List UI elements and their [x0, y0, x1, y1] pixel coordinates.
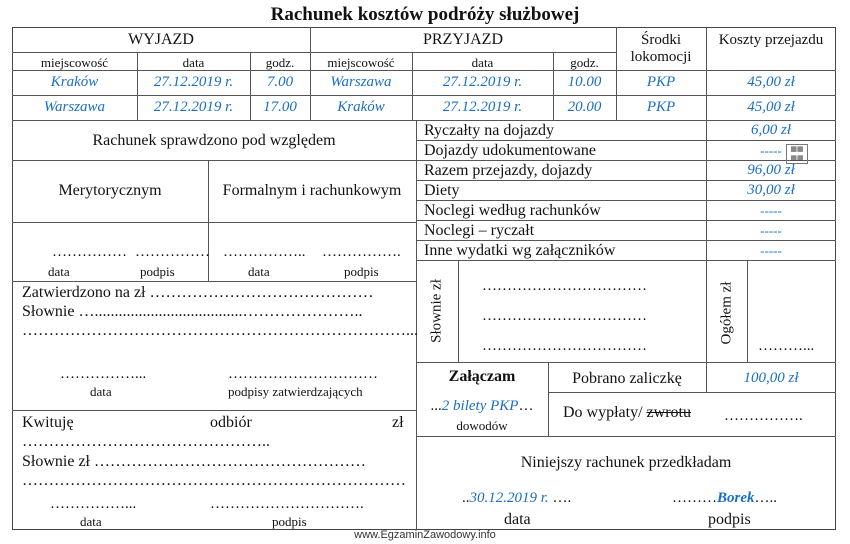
receipt-words-cont: ………………………………………………………………	[22, 472, 406, 489]
col-date-arr: data	[471, 55, 494, 70]
receipt-amount-dots: ………………………………………..	[22, 433, 270, 450]
total-label: Ogółem zł	[718, 281, 735, 345]
trip-arr-date: 27.12.2019 r.	[442, 74, 523, 90]
cost-value: -----	[760, 223, 782, 238]
trip-dep-date: 27.12.2019 r.	[153, 74, 234, 90]
attach-line: ...2 bilety PKP…	[430, 398, 534, 414]
departure-header: WYJAZD	[128, 31, 194, 48]
trip-cost: 45,00 zł	[747, 99, 795, 115]
transport-header: Środki lokomocji	[630, 32, 692, 65]
col-place-arr: miejscowość	[327, 55, 395, 70]
approval-words-cont: ………………………………………………………………...	[22, 322, 418, 339]
cost-label: Razem przejazdy, dojazdy	[424, 162, 593, 179]
cost-label: Ryczałty na dojazdy	[424, 122, 554, 139]
formal-sign-label: podpis	[344, 264, 379, 279]
trip-arr-hour: 20.00	[567, 99, 602, 115]
merit-date-dots: ……………	[52, 244, 127, 260]
submit-date-label: data	[504, 511, 531, 528]
cost-value: 96,00 zł	[747, 162, 795, 178]
words-dots: ……………………………	[482, 278, 647, 294]
col-hour-dep: godz.	[265, 55, 295, 70]
words-label: Słownie zł	[428, 279, 445, 343]
trip-dep-date: 27.12.2019 r.	[153, 99, 234, 115]
cost-label: Inne wydatki wg załączników	[424, 242, 616, 259]
trip-dep-hour: 7.00	[266, 74, 294, 90]
col-date-dep: data	[182, 55, 205, 70]
trip-arr-date: 27.12.2019 r.	[442, 99, 523, 115]
cost-value: -----	[760, 243, 782, 258]
trip-arr-hour: 10.00	[567, 74, 602, 90]
cost-value: -----	[760, 143, 782, 158]
payout-dots: …………….	[724, 408, 803, 424]
cost-label: Noclegi – ryczałt	[424, 222, 535, 239]
advance-label: Pobrano zaliczkę	[572, 370, 682, 387]
receipt-zl: zł	[392, 414, 404, 431]
approval-words: Słownie ….....................................…………………..	[22, 303, 363, 320]
receipt-sign-dots: ………………………….	[210, 496, 364, 512]
approval-date-label: data	[90, 384, 112, 399]
advance-value: 100,00 zł	[743, 370, 799, 386]
receipt-odbior: odbiór	[210, 414, 252, 431]
attach-unit: dowodów	[456, 418, 508, 433]
cost-label: Noclegi według rachunków	[424, 202, 601, 219]
receipt-date-label: data	[80, 514, 102, 529]
check-heading: Rachunek sprawdzono pod względem	[92, 132, 336, 149]
merit-sign-dots: ……………	[135, 244, 210, 260]
trip-arr-place: Kraków	[337, 99, 385, 115]
submit-sign-label: podpis	[708, 511, 751, 528]
formal-date-label: data	[248, 264, 270, 279]
submit-date-value: 30.12.2019 r.	[469, 490, 549, 506]
total-dots: ………...	[758, 338, 815, 354]
merit-date-label: data	[48, 264, 70, 279]
check-formal: Formalnym i rachunkowym	[222, 182, 402, 199]
receipt-date-dots: ……………...	[50, 496, 137, 512]
approval-date-dots: ……………...	[60, 366, 147, 382]
approval-sign-dots: …………………………	[228, 366, 378, 382]
col-hour-arr: godz.	[570, 55, 599, 70]
receipt-sign-label: podpis	[272, 514, 307, 529]
check-merit: Merytorycznym	[58, 182, 162, 199]
formal-date-dots: ……………..	[223, 244, 306, 260]
merit-sign-label: podpis	[140, 264, 175, 279]
fare-header: Koszty przejazdu	[718, 32, 824, 48]
submit-text: Niniejszy rachunek przedkładam	[520, 454, 732, 471]
watermark: www.EgzaminZawodowy.info	[354, 529, 496, 541]
col-place-dep: miejscowość	[40, 55, 109, 70]
attach-value: 2 bilety PKP	[441, 398, 519, 414]
cost-value: 6,00 zł	[750, 122, 791, 138]
trip-transport: PKP	[646, 74, 676, 90]
trip-cost: 45,00 zł	[747, 74, 795, 90]
stamp-icon: ▦▦ ▦▦	[786, 144, 808, 164]
payout-struck: zwrotu	[646, 404, 691, 421]
formal-sign-dots: …………….	[322, 244, 401, 260]
cost-label: Dojazdy udokumentowane	[424, 142, 596, 159]
trip-arr-place: Warszawa	[330, 74, 392, 90]
page-title: Rachunek kosztów podróży służbowej	[270, 4, 580, 25]
words-dots: ……………………………	[482, 338, 647, 354]
attach-label: Załączam	[448, 368, 516, 385]
trip-dep-place: Warszawa	[43, 99, 106, 115]
approval-amount: Zatwierdzono na zł ……………………………………	[22, 284, 374, 301]
trip-transport: PKP	[646, 99, 676, 115]
trip-dep-hour: 17.00	[263, 99, 297, 115]
arrival-header: PRZYJAZD	[422, 31, 503, 48]
cost-label: Diety	[424, 182, 460, 199]
trip-dep-place: Kraków	[50, 74, 99, 90]
cost-value: 30,00 zł	[747, 182, 795, 198]
receipt-words: Słownie zł ……………………………………………	[22, 453, 366, 470]
submit-date: ..30.12.2019 r. ….	[462, 490, 572, 506]
cost-value: -----	[760, 203, 782, 218]
submit-sign: ………Borek…..	[672, 490, 777, 506]
submit-signature: Borek	[717, 490, 755, 506]
receipt-kwituje: Kwituję	[22, 414, 74, 431]
approval-sign-label: podpisy zatwierdzających	[228, 384, 363, 399]
payout-label: Do wypłaty/ zwrotu	[563, 404, 691, 421]
words-dots: ……………………………	[482, 308, 647, 324]
